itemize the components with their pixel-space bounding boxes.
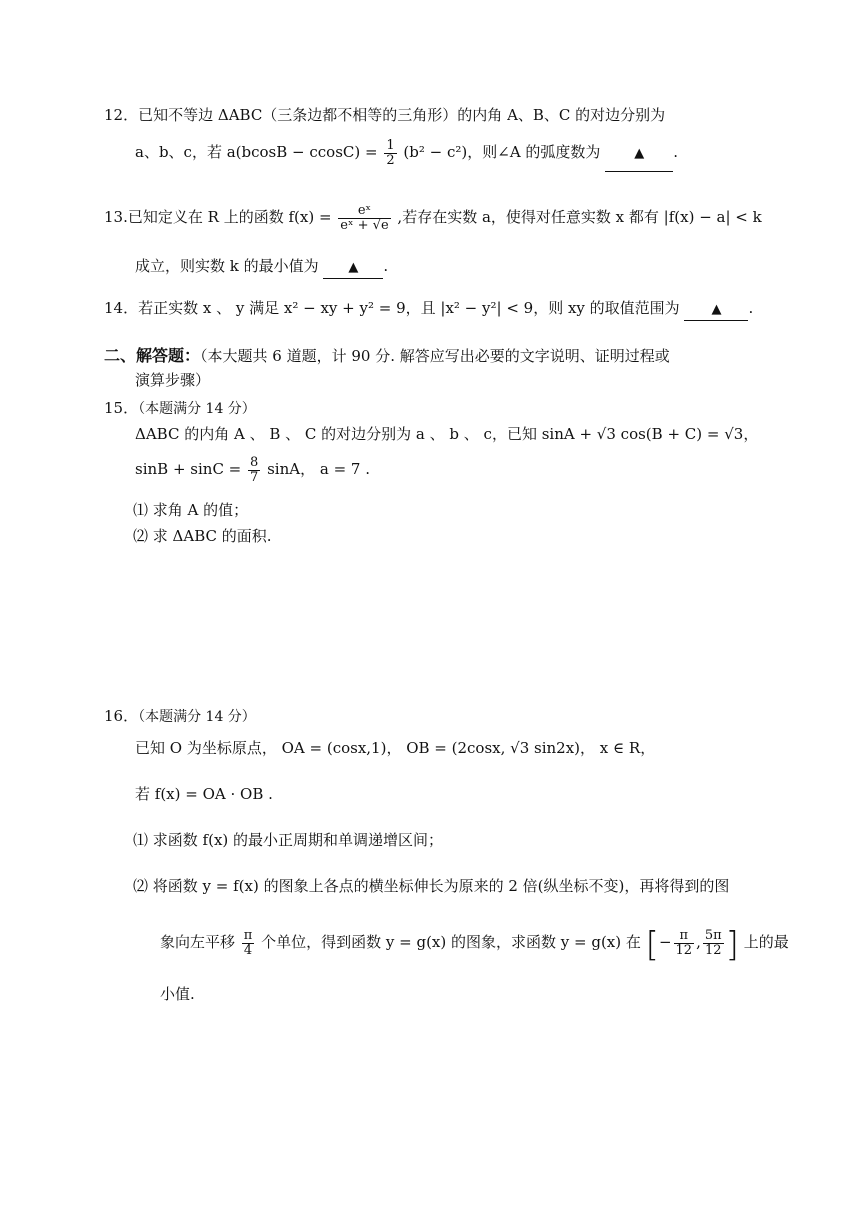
q16-part2-text-line2-post: 上的最	[743, 933, 789, 951]
q16-score: （本题满分 14 分）	[138, 709, 256, 725]
q15-text-line2-pre: sinB + sinC =	[135, 460, 242, 478]
q13-end: .	[383, 257, 389, 275]
q12-line2	[135, 135, 678, 172]
q13-text-line1-post: ,若存在实数 a，使得对任意实数 x 都有 |f(x) − a| < k	[397, 208, 762, 226]
interval-minus: −	[658, 933, 672, 951]
q16-int-b-den: 12	[704, 942, 722, 958]
q15-score: （本题满分 14 分）	[138, 401, 256, 417]
q15-part1	[133, 500, 248, 520]
q13-frac-den: eˣ + √e	[340, 217, 389, 233]
q12-answer-blank[interactable]: ▲	[605, 137, 673, 172]
q15-frac-den: 7	[250, 469, 259, 485]
q15-part2	[133, 526, 272, 546]
q16-shift-num: π	[243, 927, 253, 943]
q14-answer-blank[interactable]: ▲	[684, 300, 748, 321]
q12-number: 12．	[104, 106, 139, 124]
q16-part2-text-line2-mid: 个单位，得到函数 y = g(x) 的图象，求函数 y = g(x) 在	[261, 933, 641, 951]
q16-int-a-den: 12	[675, 942, 693, 958]
q12-frac-num: 1	[386, 137, 395, 153]
q13-text-line2: 成立，则实数 k 的最小值为	[135, 257, 319, 275]
q16-shift-den: 4	[243, 942, 253, 958]
q12-text-line1: 已知不等边 ΔABC（三条边都不相等的三角形）的内角 A、B、C 的对边分别为	[138, 106, 666, 124]
q13-text-line1-pre: 已知定义在 R 上的函数 f(x) =	[127, 208, 332, 226]
section2-heading	[104, 346, 670, 366]
q15-text-line2-post: sinA， a = 7 .	[267, 460, 370, 478]
q16-part2-line2: 象向左平移 $\frac{\pi}{4}$ 个单位，得到函数 y = g(x) 的图象，求函数 y = g(x) 在 [− $\frac{\pi}{12}$ , $\frac{5\pi}{12}$ ] 上的最	[160, 925, 789, 965]
section2-desc-line2-row	[135, 370, 210, 390]
section2-desc-line1: （本大题共 6 道题，计 90 分. 解答应写出必要的文字说明、证明过程或	[200, 347, 670, 365]
q16-part1-text: ⑴ 求函数 f(x) 的最小正周期和单调递增区间；	[133, 831, 444, 849]
q16-interval-end	[703, 929, 724, 958]
q16-part2-line1	[133, 876, 729, 896]
q15-text-line1: ΔABC 的内角 A 、 B 、 C 的对边分别为 a 、 b 、 c，已知 sinA + √3 cos(B + C) = √3，	[135, 425, 759, 443]
section2-desc-line2: 演算步骤）	[135, 371, 211, 389]
q15-fraction	[248, 456, 260, 485]
q16-line2	[135, 784, 273, 804]
q15-number: 15．	[104, 399, 139, 417]
q16-part2-text-line3: 小值.	[160, 985, 195, 1003]
q16-int-b-num: 5π	[704, 927, 722, 943]
q12-line1	[104, 105, 665, 125]
q15-line2	[135, 452, 370, 486]
q13-frac-num: eˣ	[338, 204, 390, 219]
q14-line	[104, 298, 753, 321]
q14-text: 若正实数 x 、 y 满足 x² − xy + y² = 9，且 |x² − y²| < 9，则 xy 的取值范围为	[138, 299, 680, 317]
q14-end: .	[748, 299, 754, 317]
q15-part2-text: ⑵ 求 ΔABC 的面积.	[133, 527, 272, 545]
q12-fraction	[384, 139, 396, 168]
q16-text-line1: 已知 O 为坐标原点， OA = (cosx,1)， OB = (2cosx, √3 sin2x)， x ∈ R，	[135, 739, 656, 757]
q16-part1	[133, 830, 443, 850]
q15-line1	[135, 424, 758, 444]
q13-line2	[135, 256, 388, 279]
q15-frac-num: 8	[250, 454, 259, 470]
q12-text-line2-mid: (b² − c²)，则∠A 的弧度数为	[403, 143, 601, 161]
q16-part2-text-line2-pre: 象向左平移	[160, 933, 236, 951]
q16-int-a-num: π	[674, 929, 695, 944]
q16-shift-fraction	[242, 929, 255, 958]
q16-text-line2: 若 f(x) = OA · OB .	[135, 785, 273, 803]
q13-line1	[104, 196, 762, 238]
q13-answer-blank[interactable]: ▲	[323, 258, 383, 279]
q16-line1	[135, 738, 655, 758]
q14-number: 14．	[104, 299, 139, 317]
q12-text-line2-pre: a、b、c，若 a(bcosB − ccosC) =	[135, 143, 378, 161]
q13-number: 13.	[104, 208, 128, 226]
q15-part1-text: ⑴ 求角 A 的值；	[133, 501, 249, 519]
q13-fraction	[338, 204, 390, 233]
interval-right-bracket: ]	[725, 925, 739, 965]
q12-end: .	[673, 143, 678, 161]
section2-title: 二、解答题：	[104, 346, 201, 365]
q12-frac-den: 2	[386, 152, 395, 168]
q16-part2-line3	[160, 984, 195, 1004]
q15-header	[104, 398, 256, 419]
q16-header	[104, 706, 256, 727]
q16-part2-text-line1: ⑵ 将函数 y = f(x) 的图象上各点的横坐标伸长为原来的 2 倍(纵坐标不变)，再将得到的图	[133, 877, 730, 895]
q16-number: 16．	[104, 707, 139, 725]
q16-interval-start	[674, 929, 695, 958]
interval-left-bracket: [	[645, 925, 659, 965]
